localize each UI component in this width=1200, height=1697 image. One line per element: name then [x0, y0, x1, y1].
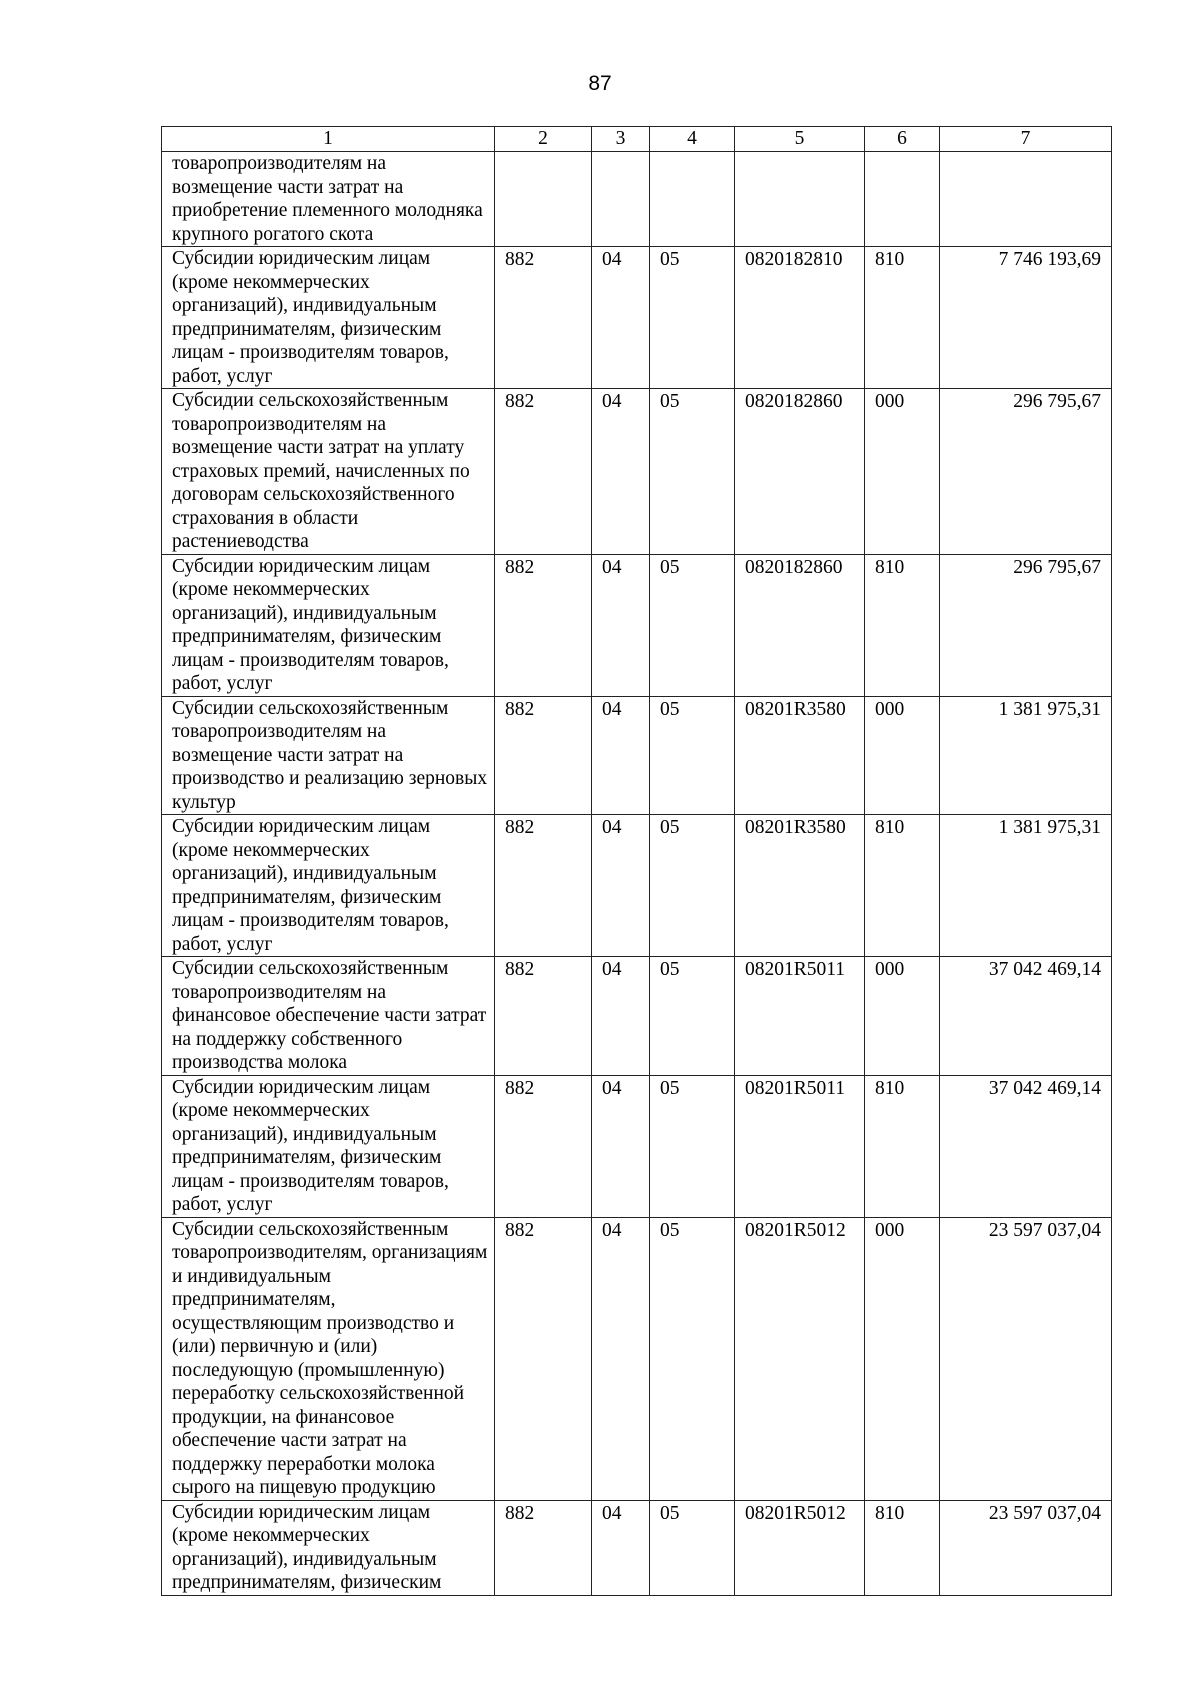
column-header-1: 1 [162, 127, 495, 152]
page-number: 87 [588, 72, 612, 95]
row-description: товаропроизводителям на возмещение части затрат на приобретение племенного молодняка крупного рогатого скота [162, 152, 495, 247]
row-code-4 [650, 152, 735, 247]
table-row [162, 815, 1112, 957]
column-header-2: 2 [495, 127, 592, 152]
row-code-5: 08201R5011 [735, 957, 865, 1076]
row-code-5 [735, 152, 865, 247]
budget-table [161, 126, 1112, 1596]
row-code-4: 05 [650, 554, 735, 696]
row-description: Субсидии юридическим лицам (кроме некоммерческих организаций), индивидуальным предпринимателям, физическим лицам - производителям товаров, работ, услуг [162, 554, 495, 696]
row-code-3 [592, 152, 650, 247]
row-code-6: 000 [865, 696, 940, 815]
column-header-6: 6 [865, 127, 940, 152]
row-description: Субсидии сельскохозяйственным товаропроизводителям на финансовое обеспечение части затрат на поддержку собственного производства молока [162, 957, 495, 1076]
row-description: Субсидии сельскохозяйственным товаропроизводителям на возмещение части затрат на производство и реализацию зерновых культур [162, 696, 495, 815]
table-row [162, 1075, 1112, 1217]
row-code-6 [865, 152, 940, 247]
row-code-4: 05 [650, 1500, 735, 1595]
row-amount: 1 381 975,31 [940, 815, 1112, 957]
row-code-3: 04 [592, 554, 650, 696]
row-code-4: 05 [650, 389, 735, 555]
row-amount: 23 597 037,04 [940, 1500, 1112, 1595]
row-code-5: 08201R3580 [735, 696, 865, 815]
row-code-2: 882 [495, 1217, 592, 1500]
table-row [162, 554, 1112, 696]
row-code-2: 882 [495, 554, 592, 696]
row-code-6: 810 [865, 554, 940, 696]
row-code-6: 810 [865, 1075, 940, 1217]
table-row [162, 152, 1112, 247]
row-code-6: 000 [865, 957, 940, 1076]
column-header-4: 4 [650, 127, 735, 152]
row-code-6: 810 [865, 1500, 940, 1595]
row-code-5: 0820182860 [735, 389, 865, 555]
table-row [162, 957, 1112, 1076]
row-amount: 1 381 975,31 [940, 696, 1112, 815]
table-row [162, 1500, 1112, 1595]
row-description: Субсидии юридическим лицам (кроме некоммерческих организаций), индивидуальным предпринимателям, физическим лицам - производителям товаров, работ, услуг [162, 1075, 495, 1217]
row-code-3: 04 [592, 815, 650, 957]
row-code-6: 810 [865, 815, 940, 957]
row-code-2: 882 [495, 957, 592, 1076]
row-description: Субсидии юридическим лицам (кроме некоммерческих организаций), индивидуальным предпринимателям, физическим лицам - производителям товаров, работ, услуг [162, 247, 495, 389]
table-row [162, 1217, 1112, 1500]
row-code-3: 04 [592, 1075, 650, 1217]
row-code-3: 04 [592, 696, 650, 815]
row-code-4: 05 [650, 957, 735, 1076]
row-amount [940, 152, 1112, 247]
row-code-3: 04 [592, 389, 650, 555]
row-code-6: 000 [865, 389, 940, 555]
column-header-3: 3 [592, 127, 650, 152]
row-code-3: 04 [592, 1217, 650, 1500]
table-row [162, 696, 1112, 815]
row-amount: 296 795,67 [940, 389, 1112, 555]
row-code-3: 04 [592, 247, 650, 389]
column-header-7: 7 [940, 127, 1112, 152]
row-amount: 7 746 193,69 [940, 247, 1112, 389]
row-amount: 37 042 469,14 [940, 1075, 1112, 1217]
column-header-5: 5 [735, 127, 865, 152]
row-code-2 [495, 152, 592, 247]
row-code-5: 08201R3580 [735, 815, 865, 957]
row-code-2: 882 [495, 815, 592, 957]
row-code-5: 0820182860 [735, 554, 865, 696]
row-code-4: 05 [650, 1217, 735, 1500]
row-code-5: 08201R5012 [735, 1217, 865, 1500]
row-code-4: 05 [650, 247, 735, 389]
row-code-4: 05 [650, 1075, 735, 1217]
row-code-2: 882 [495, 247, 592, 389]
row-description: Субсидии сельскохозяйственным товаропроизводителям на возмещение части затрат на уплату страховых премий, начисленных по договорам сельскохозяйственного страхования в области растениеводства [162, 389, 495, 555]
row-code-5: 0820182810 [735, 247, 865, 389]
row-description: Субсидии юридическим лицам (кроме некоммерческих организаций), индивидуальным предпринимателям, физическим лицам - производителям товаров, работ, услуг [162, 815, 495, 957]
row-description: Субсидии сельскохозяйственным товаропроизводителям, организациям и индивидуальным предпринимателям, осуществляющим производство и (или) первичную и (или) последующую (промышленную) переработку сельскохозяйственной продукции, на финансовое обеспечение части затрат на поддержку переработки молока сырого на пищевую продукцию [162, 1217, 495, 1500]
row-code-2: 882 [495, 696, 592, 815]
table-header-row [162, 127, 1112, 152]
row-description: Субсидии юридическим лицам (кроме некоммерческих организаций), индивидуальным предпринимателям, физическим [162, 1500, 495, 1595]
row-code-4: 05 [650, 696, 735, 815]
row-code-6: 000 [865, 1217, 940, 1500]
row-code-6: 810 [865, 247, 940, 389]
row-code-2: 882 [495, 1500, 592, 1595]
row-code-4: 05 [650, 815, 735, 957]
row-amount: 23 597 037,04 [940, 1217, 1112, 1500]
row-code-3: 04 [592, 1500, 650, 1595]
table-row [162, 389, 1112, 555]
row-code-2: 882 [495, 1075, 592, 1217]
row-code-3: 04 [592, 957, 650, 1076]
row-amount: 296 795,67 [940, 554, 1112, 696]
row-code-2: 882 [495, 389, 592, 555]
row-code-5: 08201R5012 [735, 1500, 865, 1595]
table-row [162, 247, 1112, 389]
row-amount: 37 042 469,14 [940, 957, 1112, 1076]
row-code-5: 08201R5011 [735, 1075, 865, 1217]
